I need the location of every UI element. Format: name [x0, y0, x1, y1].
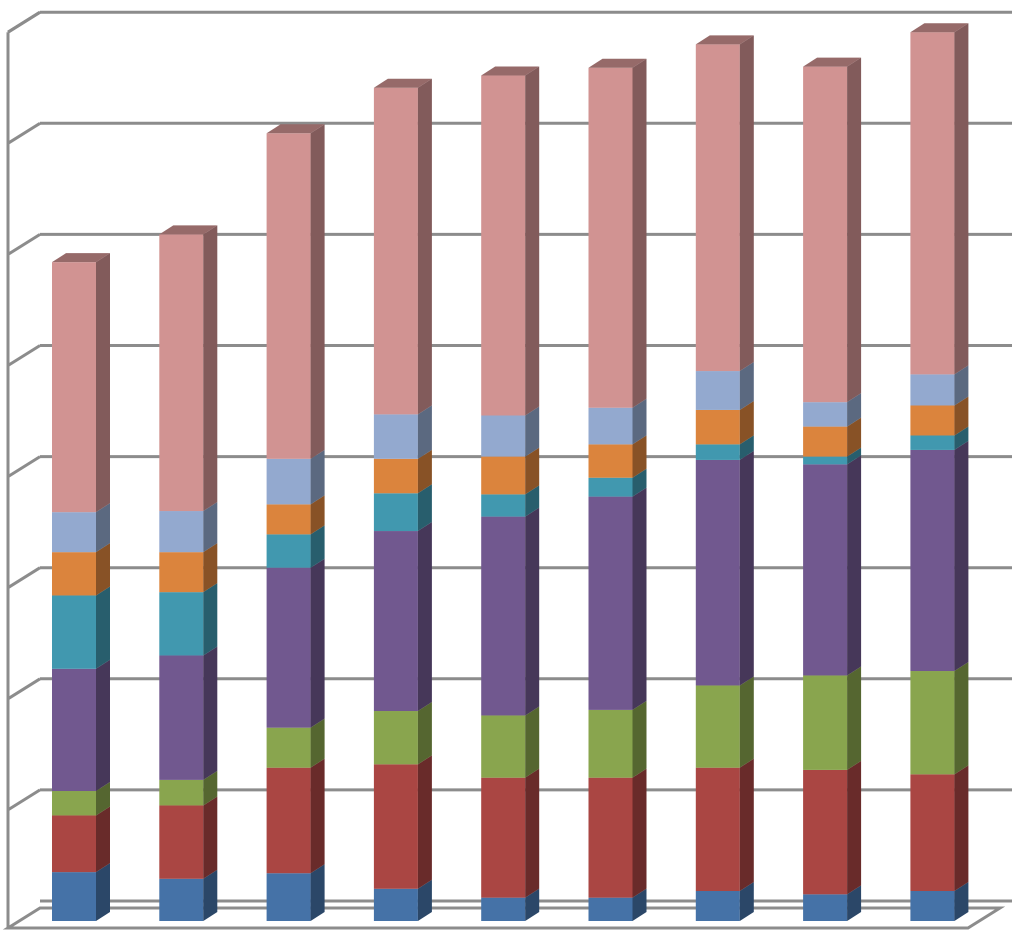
bar-segment — [267, 728, 311, 768]
bar-segment — [481, 494, 525, 516]
bar-segment — [803, 427, 847, 457]
bar-segment-side — [203, 225, 217, 511]
bar-segment-side — [418, 702, 432, 764]
bar-segment — [52, 512, 96, 552]
bar-segment-side — [954, 765, 968, 891]
bar-segment-side — [96, 806, 110, 872]
bar-segment — [267, 568, 311, 728]
bar-segment — [159, 655, 203, 779]
bar-stack — [267, 124, 325, 921]
bar-segment — [696, 444, 740, 460]
bar-segment-side — [96, 863, 110, 921]
bar-segment — [52, 552, 96, 595]
bar-segment-side — [311, 759, 325, 874]
bar-segment — [481, 898, 525, 921]
bar-segment-side — [96, 660, 110, 791]
bar-segment — [374, 711, 418, 764]
bar-segment — [910, 435, 954, 449]
gridline-wall — [8, 568, 40, 588]
bar-segment-side — [954, 23, 968, 374]
bar-segment — [159, 234, 203, 511]
bar-segment — [803, 67, 847, 403]
gridline-wall — [8, 123, 40, 143]
bar-segment — [481, 76, 525, 416]
bar-segment — [267, 534, 311, 567]
bar-segment — [589, 408, 633, 445]
bar-segment-side — [847, 761, 861, 894]
bar-segment — [481, 715, 525, 777]
bar-segment — [803, 675, 847, 769]
bar-segment-side — [525, 769, 539, 898]
bar-segment-side — [311, 864, 325, 921]
bar-stack — [589, 59, 647, 921]
bar-stack — [481, 67, 539, 921]
bar-segment — [589, 68, 633, 408]
bar-segment — [374, 493, 418, 531]
bar-segment — [374, 764, 418, 888]
bar-segment-side — [418, 79, 432, 415]
bar-segment-side — [96, 543, 110, 595]
bar-segment — [267, 768, 311, 874]
bar-segment — [696, 371, 740, 410]
bar-segment-side — [418, 755, 432, 888]
gridline-wall — [8, 457, 40, 477]
bar-segment-side — [847, 455, 861, 675]
bar-segment — [910, 32, 954, 374]
bar-segment — [159, 511, 203, 552]
bar-segment — [267, 873, 311, 921]
bar-segment-side — [740, 451, 754, 686]
bar-segment — [374, 459, 418, 493]
bar-stack — [910, 23, 968, 921]
bar-segment-side — [311, 559, 325, 728]
bar-segment — [803, 770, 847, 894]
bar-segment-side — [311, 450, 325, 505]
bar-segment — [696, 44, 740, 371]
bar-segment — [267, 504, 311, 534]
bar-segment — [374, 414, 418, 458]
bar-segment — [481, 778, 525, 898]
bar-segment — [696, 768, 740, 891]
bar-segment — [803, 457, 847, 465]
bar-segment-side — [633, 488, 647, 710]
bar-segment — [267, 459, 311, 505]
bar-segment — [589, 478, 633, 497]
bar-segment-side — [418, 522, 432, 711]
bar-segment — [803, 464, 847, 675]
bar-segment-side — [633, 769, 647, 898]
bar-segment-side — [847, 58, 861, 403]
bar-segment — [52, 872, 96, 921]
bar-segment — [696, 460, 740, 686]
bar-segment — [910, 450, 954, 671]
bar-segment — [52, 262, 96, 512]
bar-segment — [267, 133, 311, 459]
bar-segment — [696, 891, 740, 921]
bar-segment-side — [525, 508, 539, 716]
bar-segment — [481, 415, 525, 456]
bar-segment — [910, 374, 954, 405]
bar-segment-side — [847, 666, 861, 769]
gridline-wall — [8, 12, 40, 32]
bars — [52, 23, 968, 921]
bar-stack — [159, 225, 217, 921]
bar-segment-side — [96, 253, 110, 512]
bar-segment — [910, 774, 954, 891]
gridline-wall — [8, 790, 40, 810]
bar-segment — [159, 592, 203, 655]
bar-segment — [910, 405, 954, 435]
bar-segment-side — [203, 646, 217, 779]
bar-segment-side — [740, 35, 754, 371]
bar-segment — [374, 531, 418, 711]
bar-segment — [159, 805, 203, 878]
bar-segment-side — [954, 662, 968, 774]
bar-segment — [481, 517, 525, 716]
bar-segment-side — [418, 405, 432, 458]
bar-stack — [374, 79, 432, 921]
bar-stack — [52, 253, 110, 921]
bar-segment-side — [203, 870, 217, 921]
bar-segment — [910, 671, 954, 774]
bar-segment-side — [525, 706, 539, 777]
bar-segment — [52, 815, 96, 872]
bar-segment — [910, 891, 954, 921]
bar-segment — [803, 402, 847, 426]
bar-segment-side — [311, 124, 325, 459]
bar-segment-side — [525, 67, 539, 416]
bar-segment-side — [740, 676, 754, 767]
bar-segment — [374, 889, 418, 921]
bar-segment — [696, 685, 740, 767]
bar-segment — [481, 457, 525, 495]
bar-segment — [589, 444, 633, 477]
bar-segment-side — [633, 59, 647, 408]
bar-segment-side — [96, 586, 110, 668]
bar-segment-side — [954, 441, 968, 671]
bar-segment — [159, 780, 203, 806]
bar-segment — [803, 894, 847, 921]
bar-segment — [159, 552, 203, 592]
bar-segment — [159, 879, 203, 921]
bar-stack — [696, 35, 754, 921]
bar-segment — [52, 595, 96, 668]
bar-segment — [374, 88, 418, 415]
bar-segment — [696, 410, 740, 444]
gridline-wall — [8, 679, 40, 699]
gridline-wall — [8, 234, 40, 254]
gridline-wall — [8, 346, 40, 366]
bar-segment — [589, 778, 633, 898]
bar-segment-side — [203, 583, 217, 655]
bar-segment-side — [633, 701, 647, 778]
bar-stack — [803, 58, 861, 921]
bar-segment — [52, 669, 96, 791]
bar-segment-side — [203, 796, 217, 878]
bar-segment — [589, 497, 633, 710]
bar-segment — [589, 898, 633, 921]
bar-segment-side — [740, 759, 754, 891]
bar-segment — [589, 710, 633, 778]
bar-segment — [52, 791, 96, 815]
